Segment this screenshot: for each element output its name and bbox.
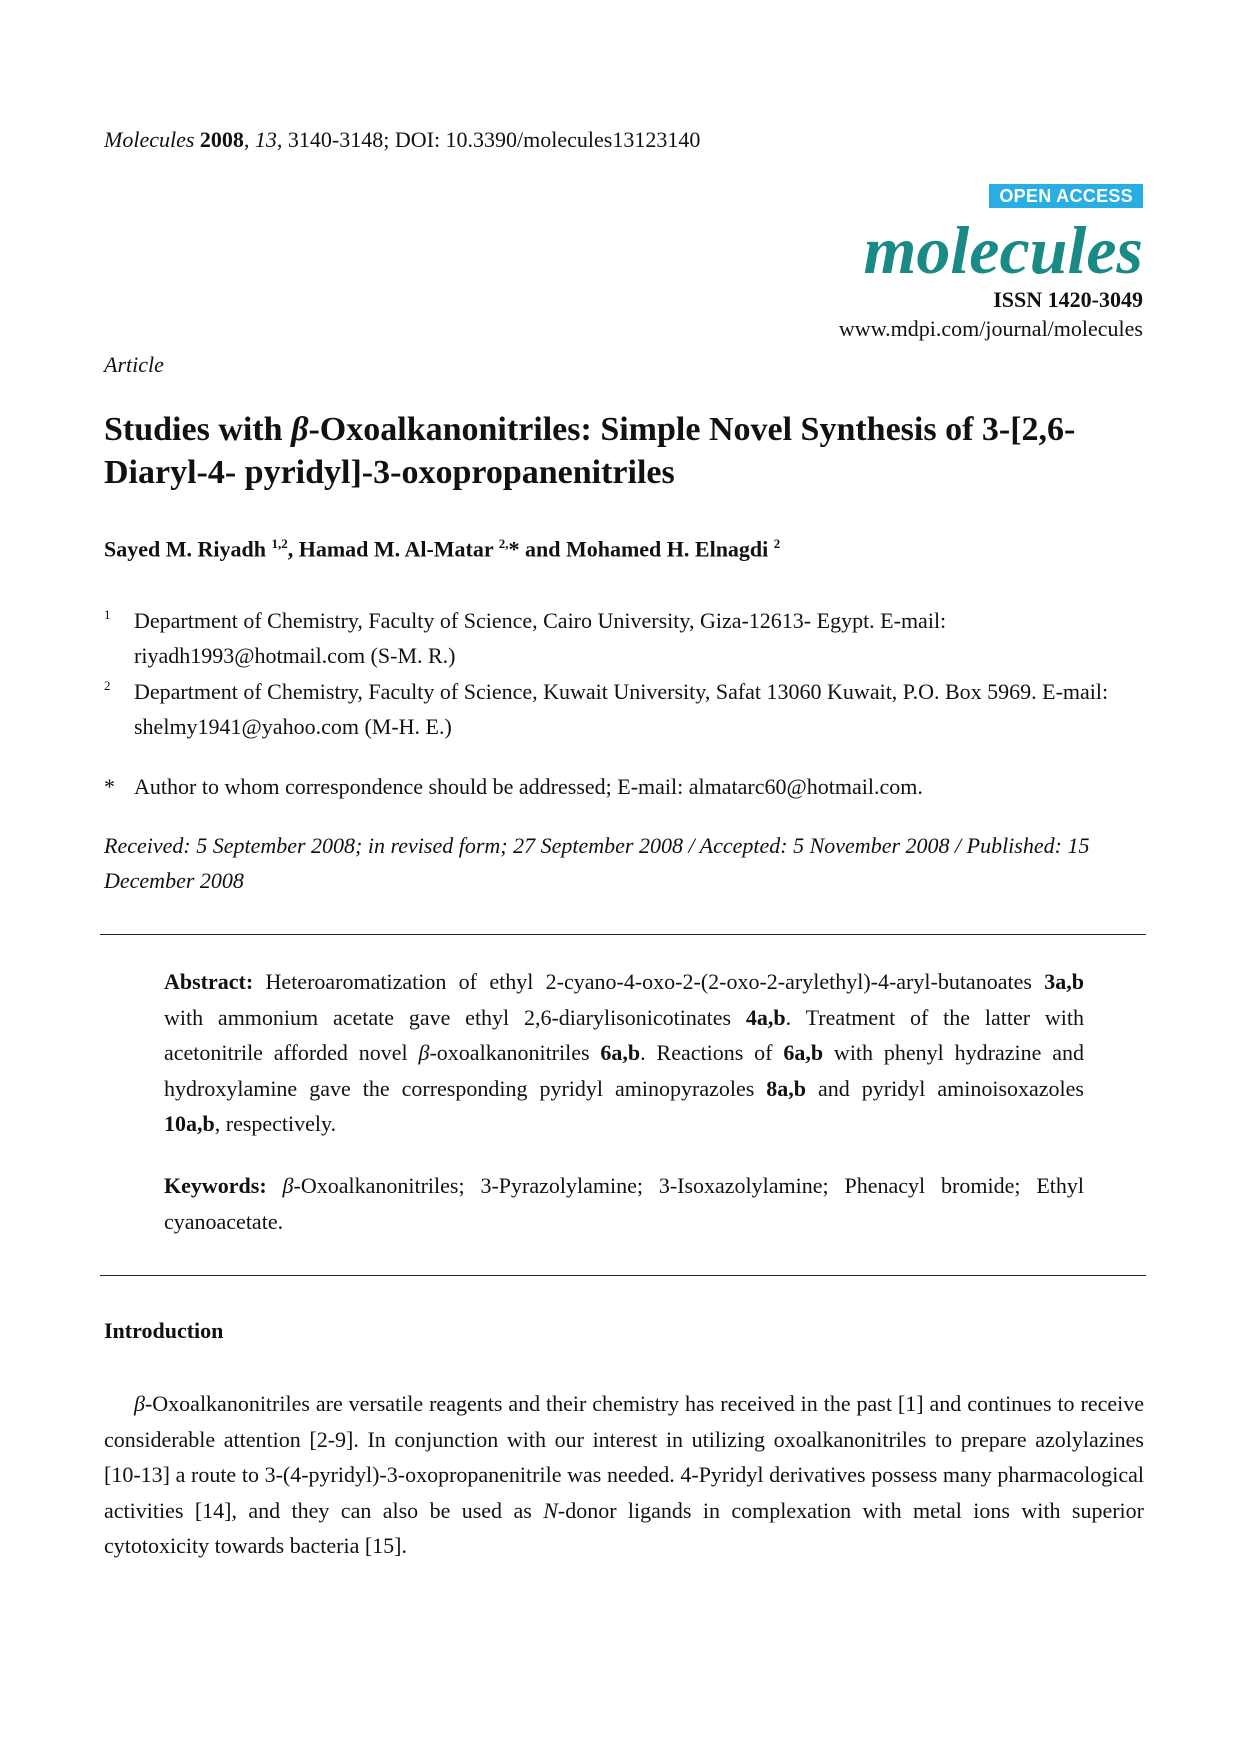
abstract-beta: β [418, 1040, 430, 1065]
section-heading: Introduction [104, 1318, 224, 1343]
compound-ref: 6a,b [600, 1040, 641, 1065]
author-1-affil: 1,2 [271, 536, 288, 551]
author-3-affil: 2 [773, 536, 781, 551]
divider [100, 1275, 1146, 1276]
paper-title [104, 408, 1144, 494]
open-access-badge: OPEN ACCESS [989, 184, 1143, 208]
citation-pages-doi: 3140-3148; DOI: 10.3390/molecules13123140 [287, 127, 701, 152]
citation-volume: 13, [254, 127, 283, 152]
keywords [164, 1168, 1084, 1239]
title-beta: β [291, 411, 309, 448]
intro-text: -Oxoalkanonitriles are versatile reagents and their chemistry has received in the past [1] and continues to receive considerable attention [2-9]. In conjunction with our interest in utilizing oxoalkanonitriles to prepare azolylazines [10-13] a route to 3-(4-pyridyl)-3-oxopropanenitrile was needed. 4-Pyridyl derivatives possess many pharmacological activities [14], and they can also be used as [104, 1391, 1144, 1523]
journal-logo: molecules [863, 212, 1143, 288]
compound-ref: 6a,b [783, 1040, 824, 1065]
affiliation-marker: 2 [104, 678, 111, 693]
affiliation-2 [104, 674, 1144, 744]
correspondence-text: Author to whom correspondence should be addressed; E-mail: almatarc60@hotmail.com. [134, 774, 923, 799]
abstract-text: and pyridyl aminoisoxazoles [806, 1075, 1084, 1101]
article-type: Article [104, 352, 164, 377]
affiliation-text: Department of Chemistry, Faculty of Science, Cairo University, Giza-12613- Egypt. E-mail: riyadh1993@hotmail.com (S-M. R.) [134, 608, 947, 668]
abstract-text: with ammonium acetate gave ethyl 2,6-diarylisonicotinates [164, 1004, 746, 1030]
citation-line [104, 127, 700, 153]
author-list [104, 536, 780, 562]
correspondence-note [104, 769, 1144, 804]
abstract-label: Abstract: [164, 969, 254, 994]
author-3: * and Mohamed H. Elnagdi [508, 536, 774, 562]
title-part-2: -Oxoalkanonitriles: Simple Novel Synthesis of 3-[2,6-Diaryl-4- pyridyl]-3-oxopropanenitriles [104, 411, 1076, 491]
compound-ref: 4a,b [745, 1004, 786, 1030]
keywords-beta: β [282, 1173, 294, 1198]
author-1: Sayed M. Riyadh [104, 536, 272, 562]
compound-ref: 3a,b [1044, 969, 1084, 994]
abstract-text: . Treatment of the latter with acetonitrile afforded novel [164, 1004, 1084, 1065]
abstract-text: with phenyl hydrazine and hydroxylamine gave the corresponding pyridyl aminopyrazoles [164, 1040, 1084, 1101]
abstract-text: -oxoalkanonitriles [429, 1040, 601, 1065]
abstract [164, 964, 1084, 1142]
compound-ref: 10a,b [164, 1111, 215, 1136]
abstract-text: , respectively. [214, 1111, 337, 1136]
affiliation-1 [104, 603, 1144, 673]
author-2: , Hamad M. Al-Matar [287, 536, 499, 562]
title-part-1: Studies with [104, 411, 292, 448]
intro-n-italic: N [543, 1497, 558, 1523]
correspondence-marker: * [104, 774, 115, 799]
citation-journal: Molecules [104, 127, 195, 152]
author-2-affil: 2, [498, 536, 509, 551]
introduction-paragraph [104, 1386, 1144, 1564]
intro-beta: β [134, 1391, 145, 1416]
citation-year: 2008 [199, 127, 244, 152]
journal-url[interactable]: www.mdpi.com/journal/molecules [838, 316, 1143, 341]
citation-volume-comma: , [243, 127, 255, 152]
publication-dates: Received: 5 September 2008; in revised form; 27 September 2008 / Accepted: 5 November 2008 / Published: 15 December 2008 [104, 833, 1090, 893]
divider [100, 934, 1146, 935]
abstract-text: . Reactions of [640, 1040, 784, 1065]
compound-ref: 8a,b [766, 1075, 807, 1101]
issn: ISSN 1420-3049 [993, 287, 1143, 312]
keywords-label: Keywords: [164, 1173, 267, 1198]
intro-text: -donor ligands in complexation with metal ions with superior cytotoxicity towards bacteria [15]. [104, 1497, 1144, 1558]
keywords-text: -Oxoalkanonitriles; 3-Pyrazolylamine; 3-Isoxazolylamine; Phenacyl bromide; Ethyl cyanoacetate. [164, 1173, 1084, 1234]
affiliation-text: Department of Chemistry, Faculty of Science, Kuwait University, Safat 13060 Kuwait, P.O. Box 5969. E-mail: shelmy1941@yahoo.com (M-H. E.) [134, 679, 1109, 739]
abstract-text: Heteroaromatization of ethyl 2-cyano-4-oxo-2-(2-oxo-2-arylethyl)-4-aryl-butanoates [253, 969, 1045, 994]
affiliation-marker: 1 [104, 607, 111, 622]
